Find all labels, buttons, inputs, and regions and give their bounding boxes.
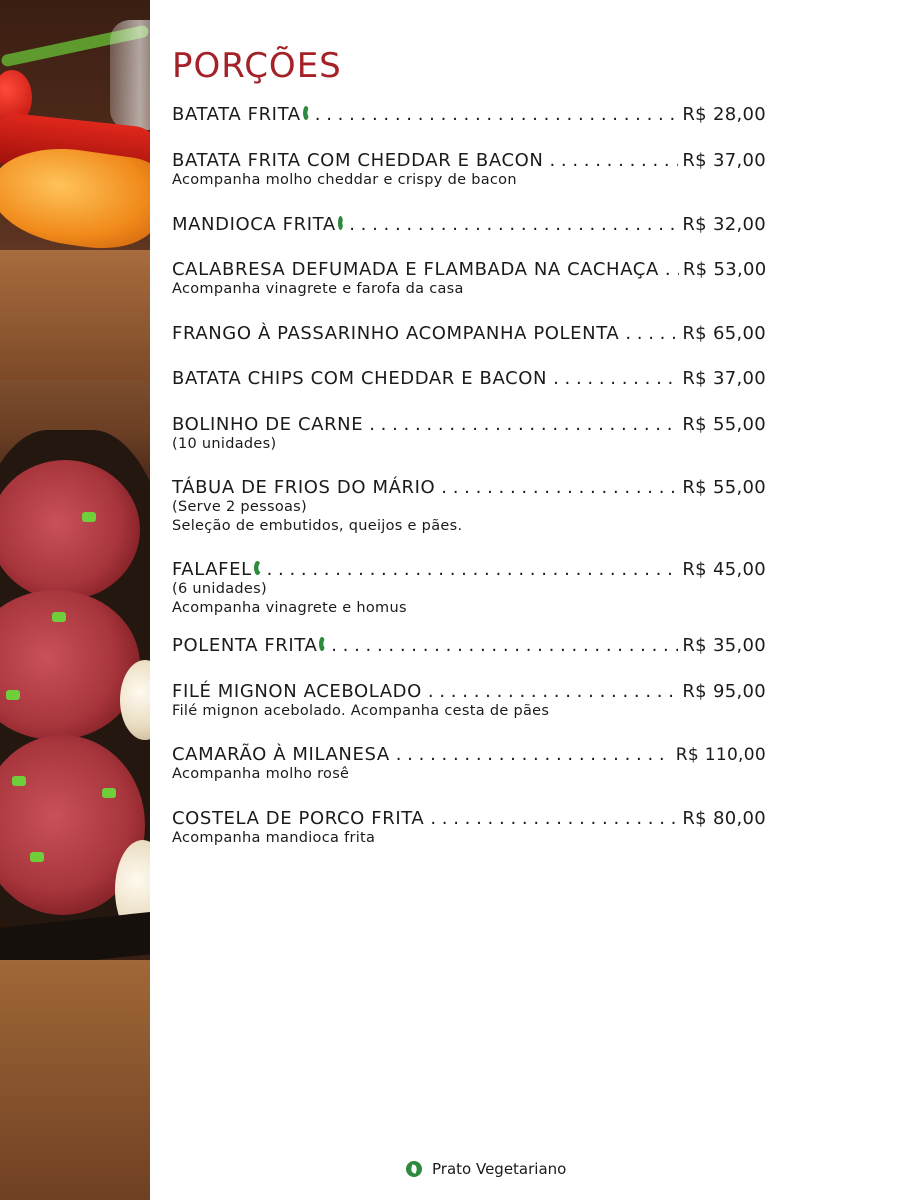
menu-item-price: R$ 80,00 — [682, 808, 766, 829]
menu-item — [172, 214, 766, 235]
menu-item-description: Acompanha vinagrete e farofa da casa — [172, 281, 464, 297]
menu-item-name: MANDIOCA FRITA — [172, 214, 336, 235]
dot-leader — [349, 214, 678, 235]
menu-item-description: (Serve 2 pessoas) — [172, 499, 307, 515]
wooden-board — [0, 250, 150, 380]
menu-item-price: R$ 65,00 — [682, 323, 766, 344]
chive-piece — [6, 690, 20, 700]
menu-item-price: R$ 110,00 — [675, 745, 766, 765]
menu-item — [172, 368, 766, 389]
menu-item-price: R$ 37,00 — [682, 150, 766, 171]
menu-item-description: Acompanha vinagrete e homus — [172, 600, 407, 616]
menu-item-description: Acompanha molho cheddar e crispy de bacon — [172, 172, 517, 188]
menu-item-price: R$ 28,00 — [682, 104, 766, 125]
menu-item — [172, 559, 766, 618]
glass-bottle — [110, 20, 150, 130]
menu-item-price: R$ 55,00 — [682, 477, 766, 498]
menu-item-row — [172, 104, 766, 125]
legend-label: Prato Vegetariano — [432, 1160, 567, 1178]
menu-item-description: Acompanha mandioca frita — [172, 830, 376, 846]
chive-piece — [52, 612, 66, 622]
menu-item-name: CAMARÃO À MILANESA — [172, 744, 390, 765]
dot-leader — [549, 150, 678, 171]
menu-item-name: CALABRESA DEFUMADA E FLAMBADA NA CACHAÇA — [172, 259, 659, 280]
vegetarian-legend — [404, 1160, 566, 1178]
menu-item-row — [172, 368, 766, 389]
menu-item-row — [172, 150, 766, 171]
menu-item — [172, 744, 766, 784]
menu-item-price: R$ 45,00 — [682, 559, 766, 580]
leaf-icon — [406, 1161, 422, 1177]
menu-item — [172, 323, 766, 344]
menu-item-name: POLENTA FRITA — [172, 635, 318, 656]
leaf-icon — [319, 637, 325, 651]
dot-leader — [267, 559, 679, 580]
dot-leader — [331, 635, 678, 656]
menu-item-row — [172, 214, 766, 235]
menu-item — [172, 681, 766, 721]
dot-leader — [441, 477, 678, 498]
dot-leader — [369, 414, 678, 435]
leaf-icon — [254, 561, 261, 575]
menu-item-row — [172, 323, 766, 344]
menu-item-name: FALAFEL — [172, 559, 252, 580]
menu-item-row — [172, 681, 766, 702]
page-title: PORÇÕES — [172, 46, 342, 86]
dot-leader — [396, 744, 672, 765]
menu-item-name: TÁBUA DE FRIOS DO MÁRIO — [172, 477, 436, 498]
menu-item-name: BATATA FRITA — [172, 104, 301, 125]
menu-item-name: COSTELA DE PORCO FRITA — [172, 808, 425, 829]
menu-item-name: BATATA FRITA COM CHEDDAR E BACON — [172, 150, 544, 171]
yellow-pepper — [0, 139, 150, 257]
dot-leader — [625, 323, 678, 344]
menu-item-price: R$ 53,00 — [682, 259, 767, 280]
chive-piece — [12, 776, 26, 786]
menu-item — [172, 808, 766, 848]
dot-leader — [665, 259, 679, 280]
menu-item — [172, 150, 766, 190]
chive-piece — [102, 788, 116, 798]
dot-leader — [428, 681, 678, 702]
menu-item-price: R$ 55,00 — [682, 414, 766, 435]
menu-item-price: R$ 35,00 — [682, 635, 766, 656]
leaf-icon — [338, 216, 343, 230]
dot-leader — [315, 104, 679, 125]
menu-item-price: R$ 32,00 — [682, 214, 766, 235]
food-photo — [0, 0, 150, 1200]
menu-item-row — [172, 635, 766, 656]
dot-leader — [430, 808, 678, 829]
menu-item-row — [172, 744, 766, 765]
menu-item-name: BATATA CHIPS COM CHEDDAR E BACON — [172, 368, 548, 389]
menu-item — [172, 635, 766, 656]
menu-item-row — [172, 559, 766, 580]
menu-item — [172, 259, 766, 299]
menu-item-name: FRANGO À PASSARINHO ACOMPANHA POLENTA — [172, 323, 620, 344]
menu-item-name: FILÉ MIGNON ACEBOLADO — [172, 681, 422, 702]
menu-item-row — [172, 414, 766, 435]
menu-item-row — [172, 808, 766, 829]
menu-item-name: BOLINHO DE CARNE — [172, 414, 364, 435]
wooden-board — [0, 960, 150, 1200]
menu-item-row — [172, 259, 766, 280]
menu-item-description: Seleção de embutidos, queijos e pães. — [172, 518, 463, 534]
chive-piece — [82, 512, 96, 522]
menu-item-row — [172, 477, 766, 498]
menu-item-description: (6 unidades) — [172, 581, 267, 597]
menu-item — [172, 414, 766, 454]
menu-item — [172, 477, 766, 536]
leaf-icon — [303, 106, 309, 120]
menu-item-price: R$ 95,00 — [682, 681, 766, 702]
menu-item — [172, 104, 766, 125]
menu-item-price: R$ 37,00 — [682, 368, 766, 389]
dot-leader — [553, 368, 678, 389]
menu-item-description: Filé mignon acebolado. Acompanha cesta de pães — [172, 703, 550, 719]
menu-item-description: (10 unidades) — [172, 436, 277, 452]
chive-piece — [30, 852, 44, 862]
menu-item-description: Acompanha molho rosê — [172, 766, 350, 782]
